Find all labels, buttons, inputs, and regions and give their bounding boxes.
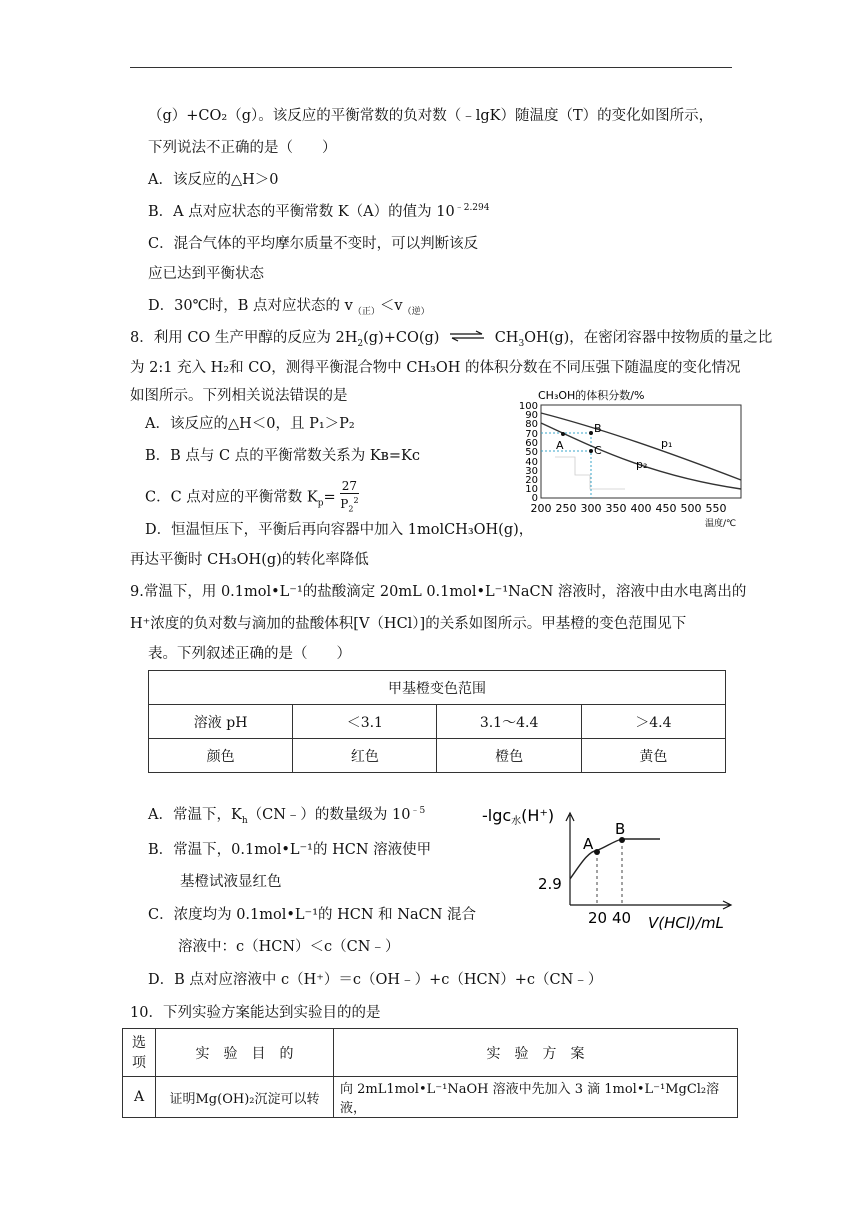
q9-line2: H⁺浓度的负对数与滴加的盐酸体积[V（HCl）]的关系如图所示。甲基橙的变色范围见下 bbox=[130, 616, 687, 632]
fraction-numerator: 27 bbox=[341, 479, 358, 493]
q9-chart bbox=[480, 795, 745, 935]
xtick: 350 bbox=[605, 502, 627, 515]
chart8-xticks bbox=[531, 502, 727, 515]
xtick: 500 bbox=[680, 502, 702, 515]
table-header-cell: 实 验 目 的 bbox=[156, 1029, 334, 1077]
table-row bbox=[149, 705, 726, 739]
q10-line1: 10．下列实验方案能达到实验目的的是 bbox=[130, 1005, 381, 1021]
q7-option-c-line1: C．混合气体的平均摩尔质量不变时，可以判断该反 bbox=[148, 236, 479, 252]
chart9-xlabel: V(HCl)/mL bbox=[648, 914, 724, 932]
q9-option-d: D．B 点对应溶液中 c（H⁺）＝c（OH﹣）+c（HCN）+c（CN﹣） bbox=[148, 972, 603, 988]
chart8-label-c: C bbox=[594, 444, 602, 457]
q9-line1: 9.常温下，用 0.1mol•L⁻¹的盐酸滴定 20mL 0.1mol•L⁻¹NaCN 溶液时，溶液中由水电离出的 bbox=[130, 584, 747, 600]
q8-option-d-line1: D．恒温恒压下，平衡后再向容器中加入 1molCH₃OH(g)， bbox=[145, 522, 534, 538]
chart8-point-b bbox=[589, 431, 593, 435]
table-header-cell: 选 项 bbox=[123, 1029, 156, 1077]
chart9-label-a: A bbox=[583, 835, 594, 853]
chart9-ylabel: -lgc水(H⁺) bbox=[482, 806, 555, 827]
q8-chart bbox=[515, 385, 750, 530]
q8-line1: 8．利用 CO 生产甲醇的反应为 $2H_2(g)+CO(g)$ $CH_3OH(g)$，在密闭容器中按物质的量之比 bbox=[130, 330, 773, 349]
table-cell: 溶液 pH bbox=[149, 705, 293, 739]
ytick: 30 bbox=[525, 466, 538, 477]
chart9-label-b: B bbox=[615, 820, 626, 838]
ytick: 80 bbox=[525, 419, 538, 430]
q9-option-b-line1: B．常温下，0.1mol•L⁻¹的 HCN 溶液使甲 bbox=[148, 842, 432, 858]
chart9-xtick: 20 bbox=[588, 909, 608, 927]
ytick: 0 bbox=[531, 493, 538, 504]
chart8-label-a: A bbox=[556, 439, 564, 452]
header-rule bbox=[130, 67, 732, 68]
equilibrium-arrow-icon bbox=[448, 330, 486, 346]
table-cell: ＞4.4 bbox=[581, 705, 725, 739]
q7-option-b: B．A 点对应状态的平衡常数 K（A）的值为 $10^{﹣2.294}$ bbox=[148, 203, 490, 220]
table-cell: 证明Mg(OH)₂沉淀可以转 bbox=[156, 1077, 334, 1118]
chart8-point-a bbox=[561, 432, 565, 436]
q7-option-a: A．该反应的△H＞0 bbox=[148, 172, 279, 188]
q9-option-b-line2: 基橙试液显红色 bbox=[180, 874, 282, 890]
table-row bbox=[123, 1077, 738, 1118]
chart8-gridline bbox=[555, 457, 625, 489]
ytick: 90 bbox=[525, 410, 538, 421]
table-title: 甲基橙变色范围 bbox=[149, 671, 726, 705]
methyl-orange-table bbox=[148, 670, 726, 773]
fraction-denominator: P bbox=[340, 497, 349, 511]
xtick: 200 bbox=[530, 502, 552, 515]
table-cell: 红色 bbox=[293, 739, 437, 773]
ytick: 40 bbox=[525, 457, 538, 468]
chart9-point-a bbox=[594, 849, 600, 855]
ytick: 20 bbox=[525, 475, 538, 486]
chart8-label-b: B bbox=[594, 422, 602, 435]
q10-table bbox=[122, 1028, 738, 1118]
chart8-point-c bbox=[589, 449, 593, 453]
ytick: 10 bbox=[525, 484, 538, 495]
chart8-xlabel: 温度/℃ bbox=[705, 519, 737, 529]
q7-option-c-line2: 应已达到平衡状态 bbox=[148, 266, 264, 282]
table-cell: A bbox=[123, 1077, 156, 1118]
ytick: 100 bbox=[518, 401, 538, 412]
q9-option-a: A．常温下，$K_h(CN﹣)$的数量级为 $10^{﹣5}$ bbox=[148, 806, 426, 826]
q9-option-c-line1: C．浓度均为 0.1mol•L⁻¹的 HCN 和 NaCN 混合 bbox=[148, 907, 477, 923]
chart9-xtick: 40 bbox=[612, 909, 632, 927]
chart9-ytick: 2.9 bbox=[538, 875, 562, 893]
ytick: 70 bbox=[525, 429, 538, 440]
table-header-cell: 实 验 方 案 bbox=[334, 1029, 738, 1077]
q7-option-d: D．30℃时，B 点对应状态的 $v_{(正)}<v_{(逆)}$ bbox=[148, 298, 430, 317]
xtick: 550 bbox=[705, 502, 727, 515]
q8-option-d-line2: 再达平衡时 CH₃OH(g)的转化率降低 bbox=[130, 552, 369, 568]
q8-option-b: B．B 点与 C 点的平衡常数关系为 Kʙ=Kᴄ bbox=[145, 448, 420, 464]
ytick: 50 bbox=[525, 447, 538, 458]
q8-line3: 如图所示。下列相关说法错误的是 bbox=[130, 388, 348, 404]
q9-option-c-line2: 溶液中：c（HCN）＜c（CN﹣） bbox=[178, 939, 400, 955]
xtick: 250 bbox=[555, 502, 577, 515]
table-cell: 黄色 bbox=[581, 739, 725, 773]
ytick: 60 bbox=[525, 438, 538, 449]
table-row bbox=[149, 739, 726, 773]
table-cell: 颜色 bbox=[149, 739, 293, 773]
xtick: 300 bbox=[580, 502, 602, 515]
chart8-label-p2: p₂ bbox=[636, 458, 648, 471]
table-cell: 向 2mL1mol•L⁻¹NaOH 溶液中先加入 3 滴 1mol•L⁻¹MgCl₂溶液， bbox=[334, 1077, 738, 1118]
q8-option-c: C．C 点对应的平衡常数 $K_p=$ $\frac{27}{P_2^2}$ bbox=[145, 479, 359, 514]
table-cell: 橙色 bbox=[437, 739, 581, 773]
table-header-row bbox=[123, 1029, 738, 1077]
table-cell: 3.1～4.4 bbox=[437, 705, 581, 739]
q7-line2: 下列说法不正确的是（ ） bbox=[148, 140, 337, 156]
xtick: 400 bbox=[630, 502, 652, 515]
q7-line1: （g）+CO₂（g）。该反应的平衡常数的负对数（﹣lgK）随温度（T）的变化如图所示， bbox=[148, 108, 714, 124]
chart8-label-p1: p₁ bbox=[661, 437, 673, 450]
q8-option-a: A．该反应的△H＜0，且 P₁＞P₂ bbox=[145, 416, 355, 432]
chart8-yticks bbox=[519, 401, 538, 504]
q8-line2: 为 2:1 充入 H₂和 CO，测得平衡混合物中 CH₃OH 的体积分数在不同压强下随温度的变化情况 bbox=[130, 360, 741, 376]
xtick: 450 bbox=[655, 502, 677, 515]
chart8-title: CH₃OH的体积分数/% bbox=[538, 389, 645, 402]
table-cell: ＜3.1 bbox=[293, 705, 437, 739]
q9-line3: 表。下列叙述正确的是（ ） bbox=[148, 646, 351, 662]
